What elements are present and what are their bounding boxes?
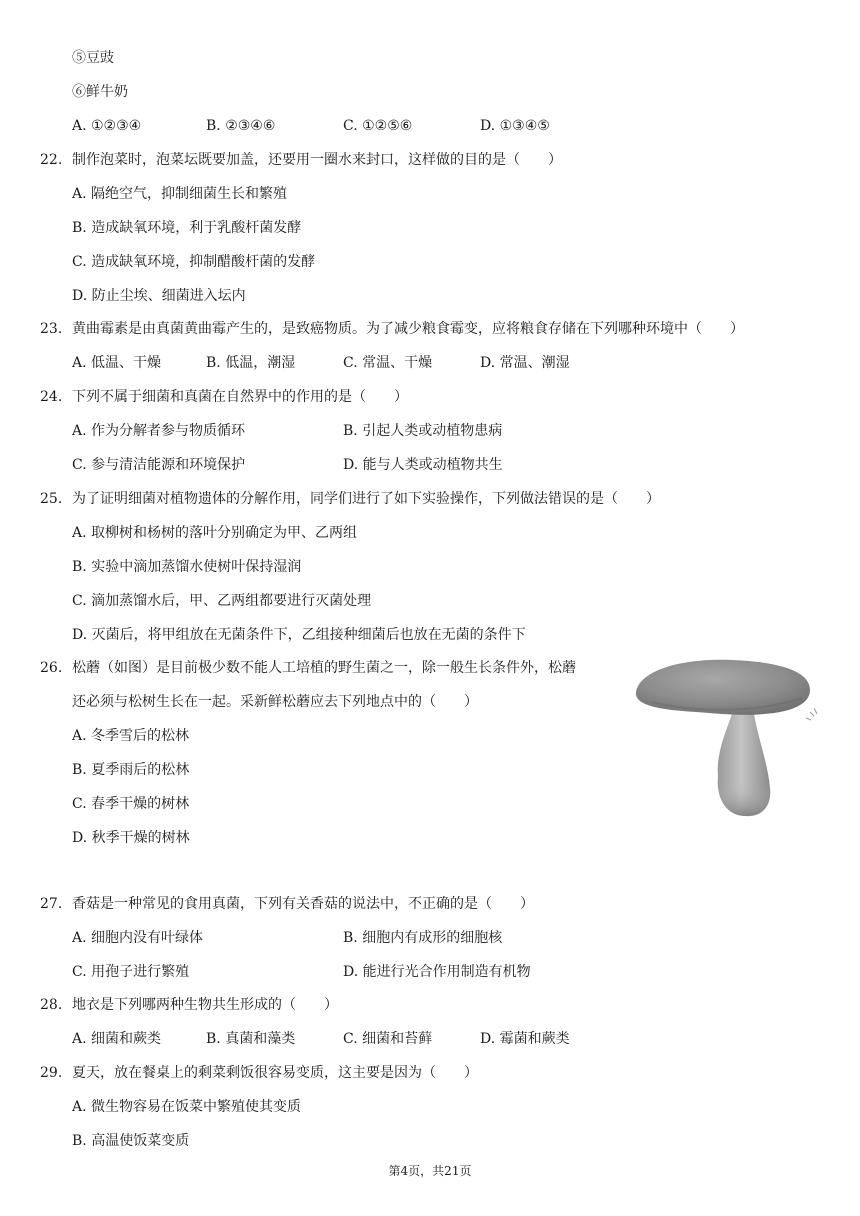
option-b: B. 真菌和藻类	[206, 1031, 296, 1047]
option-a: A. ①②③④	[72, 118, 142, 134]
option-a: A. 冬季雪后的松林	[72, 728, 190, 744]
question-stem: 夏天，放在餐桌上的剩菜剩饭很容易变质，这主要是因为（ ）	[72, 1065, 478, 1081]
mushroom-image	[632, 656, 822, 820]
option-c: C. 细菌和苔藓	[343, 1031, 433, 1047]
option-b: B. ②③④⑥	[206, 118, 276, 134]
option-c: C. 造成缺氧环境，抑制醋酸杆菌的发酵	[72, 254, 316, 270]
question-stem: 黄曲霉素是由真菌黄曲霉产生的，是致癌物质。为了减少粮食霉变，应将粮食存储在下列哪种环境中（ ）	[72, 321, 744, 337]
option-b: B. 高温使饭菜变质	[72, 1133, 190, 1149]
option-c: C. 滴加蒸馏水后，甲、乙两组都要进行灭菌处理	[72, 593, 372, 609]
option-d: D. 能与人类或动植物共生	[343, 457, 503, 473]
option-c: C. 用孢子进行繁殖	[72, 964, 190, 980]
question-number: 25.	[40, 491, 63, 507]
option-d: D. 能进行光合作用制造有机物	[343, 964, 531, 980]
option-b: B. 夏季雨后的松林	[72, 762, 190, 778]
option-a: A. 取柳树和杨树的落叶分别确定为甲、乙两组	[72, 525, 358, 541]
question-number: 27.	[40, 896, 63, 912]
option-d: D. 秋季干燥的树林	[72, 830, 190, 846]
question-stem: 香菇是一种常见的食用真菌，下列有关香菇的说法中，不正确的是（ ）	[72, 896, 534, 912]
option-a: A. 细菌和蕨类	[72, 1031, 162, 1047]
question-number: 24.	[40, 389, 63, 405]
option-a: A. 微生物容易在饭菜中繁殖使其变质	[72, 1099, 302, 1115]
option-d: D. 霉菌和蕨类	[480, 1031, 570, 1047]
question-number: 23.	[40, 321, 63, 337]
option-line: ⑥鲜牛奶	[72, 84, 128, 100]
option-b: B. 细胞内有成形的细胞核	[343, 930, 503, 946]
question-stem: 地衣是下列哪两种生物共生形成的（ ）	[72, 997, 338, 1013]
option-c: C. 常温、干燥	[343, 355, 433, 371]
option-b: B. 引起人类或动植物患病	[343, 423, 503, 439]
option-a: A. 细胞内没有叶绿体	[72, 930, 204, 946]
question-stem: 松蘑（如图）是目前极少数不能人工培植的野生菌之一，除一般生长条件外，松蘑	[72, 660, 576, 676]
question-number: 22.	[40, 152, 63, 168]
page-footer: 第4页，共21页	[388, 1164, 472, 1178]
option-line: ⑤豆豉	[72, 50, 114, 66]
option-d: D. 灭菌后，将甲组放在无菌条件下，乙组接种细菌后也放在无菌的条件下	[72, 627, 526, 643]
question-number: 28.	[40, 997, 63, 1013]
option-c: C. 春季干燥的树林	[72, 796, 190, 812]
question-stem: 为了证明细菌对植物遗体的分解作用，同学们进行了如下实验操作，下列做法错误的是（ ）	[72, 491, 660, 507]
option-a: A. 低温、干燥	[72, 355, 162, 371]
option-b: B. 实验中滴加蒸馏水使树叶保持湿润	[72, 559, 302, 575]
question-number: 29.	[40, 1065, 63, 1081]
question-stem: 制作泡菜时，泡菜坛既要加盖，还要用一圈水来封口，这样做的目的是（ ）	[72, 152, 562, 168]
question-stem-continued: 还必须与松树生长在一起。采新鲜松蘑应去下列地点中的（ ）	[72, 694, 478, 710]
option-c: C. 参与清洁能源和环境保护	[72, 457, 246, 473]
option-d: D. 防止尘埃、细菌进入坛内	[72, 288, 246, 304]
question-stem: 下列不属于细菌和真菌在自然界中的作用的是（ ）	[72, 389, 408, 405]
option-a: A. 隔绝空气，抑制细菌生长和繁殖	[72, 186, 288, 202]
option-d: D. ①③④⑤	[480, 118, 550, 134]
option-c: C. ①②⑤⑥	[343, 118, 413, 134]
option-b: B. 低温，潮湿	[206, 355, 296, 371]
option-d: D. 常温、潮湿	[480, 355, 570, 371]
option-a: A. 作为分解者参与物质循环	[72, 423, 246, 439]
question-number: 26.	[40, 660, 63, 676]
option-b: B. 造成缺氧环境，利于乳酸杆菌发酵	[72, 220, 302, 236]
